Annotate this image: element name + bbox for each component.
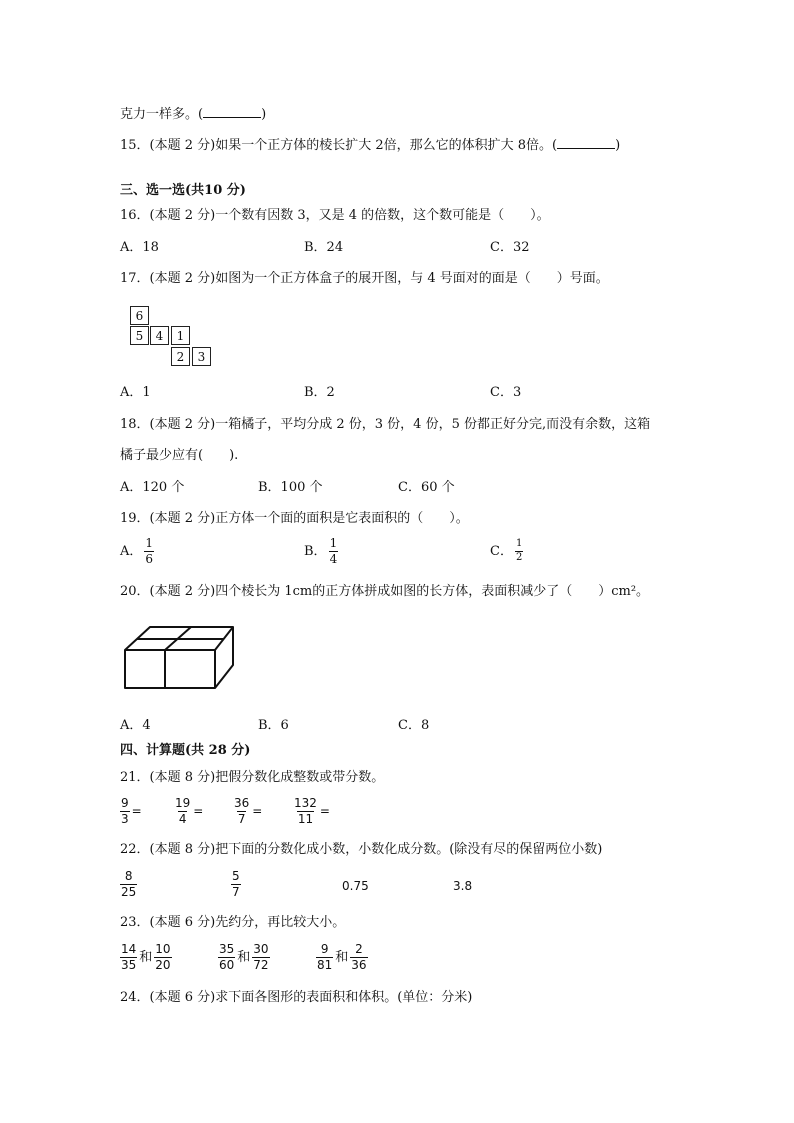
numerator: 9 [121,796,129,810]
q16-text: 16．(本题 2 分)一个数有因数 3，又是 4 的倍数，这个数可能是（ ）。 [120,208,550,223]
q22-decimal-2: 3.8 [453,879,473,893]
q22-item-2 [231,870,241,898]
and-connector: 和 [237,949,251,965]
denominator: 11 [297,811,314,826]
and-connector: 和 [139,949,153,965]
q23-pair-1 [120,943,172,971]
numerator: 9 [320,942,329,956]
q21-item-4 [293,797,330,825]
denominator: 36 [351,957,367,972]
q21-fraction-3 [233,797,250,825]
q18-option-b[interactable]: B．100 个 [258,480,323,495]
q19-option-b-label: B． [304,543,327,559]
equals-sign: = [193,804,204,819]
denominator: 3 [121,811,129,826]
q21-item-1 [120,797,142,825]
numerator: 30 [253,942,269,956]
q23-pair-3-fraction-b [350,943,367,971]
q16-option-b[interactable]: B．24 [304,240,344,255]
numerator: 14 [121,942,137,956]
q18-option-a[interactable]: A．120 个 [120,480,185,495]
numerator: 19 [175,796,191,810]
q19-option-b-fraction [329,537,339,565]
q16-option-a[interactable]: A．18 [120,240,159,255]
q22-text: 22．(本题 8 分)把下面的分数化成小数，小数化成分数。(除没有尽的保留两位小数) [120,842,603,857]
q15-text: 15．(本题 2 分)如果一个正方体的棱长扩大 2倍，那么它的体积扩大 8倍。( [120,138,558,153]
numerator: 10 [155,942,171,956]
denominator: 4 [178,811,187,826]
numerator: 35 [219,942,235,956]
q17-option-a[interactable]: A．1 [120,385,151,400]
q23-pair-2 [218,943,270,971]
q17-option-c[interactable]: C．3 [490,385,522,400]
q19-option-c-label: C． [490,543,513,559]
q21-item-3 [233,797,262,825]
q21-fraction-1 [120,797,130,825]
section-3-heading: 三、选一选(共10 分) [120,183,246,198]
numerator: 1 [145,536,154,550]
numerator: 132 [294,796,317,810]
q19-option-c[interactable] [490,539,523,563]
q17-option-b[interactable]: B．2 [304,385,335,400]
q14-tail-text: 克力一样多。( [120,107,204,122]
cuboid-figure [118,620,243,696]
net-face-5: 5 [130,326,149,345]
q18-text-line1: 18．(本题 2 分)一箱橘子，平均分成 2 份，3 份，4 份，5 份都正好分完,而没有余数，这箱 [120,417,651,432]
denominator: 7 [237,811,246,826]
numerator: 2 [355,942,363,956]
q19-option-a-label: A． [120,543,143,559]
q17-text: 17．(本题 2 分)如图为一个正方体盒子的展开图，与 4 号面对的面是（ ）号面。 [120,271,609,286]
q21-item-2 [174,797,203,825]
net-face-2: 2 [171,347,190,366]
q19-option-a-fraction [144,537,154,565]
q23-pair-1-fraction-b [154,943,171,971]
net-face-3: 3 [192,347,211,366]
q20-option-a[interactable]: A．4 [120,718,151,733]
q22-item-1 [120,870,137,898]
denominator: 60 [219,957,235,972]
q19-option-b[interactable] [304,537,338,565]
denominator: 35 [121,957,137,972]
q14-tail-line [120,106,266,121]
equals-sign: = [131,804,142,819]
q22-fraction-2 [231,870,241,898]
q23-pair-3-fraction-a [316,943,333,971]
denominator: 72 [253,957,269,972]
q24-text: 24．(本题 6 分)求下面各图形的表面积和体积。(单位：分米) [120,990,473,1005]
q23-pair-2-fraction-b [252,943,269,971]
denominator: 20 [155,957,171,972]
net-face-4: 4 [150,326,169,345]
q18-text-line2: 橘子最少应有( ). [120,448,239,463]
denominator: 25 [121,884,137,899]
q20-option-c[interactable]: C．8 [398,718,430,733]
q23-text: 23．(本题 6 分)先约分，再比较大小。 [120,915,346,930]
numerator: 1 [329,536,338,550]
q23-pair-1-fraction-a [120,943,137,971]
q19-option-a[interactable] [120,537,154,565]
q15-close-paren: ) [615,138,621,153]
denominator: 7 [232,884,240,899]
q20-option-b[interactable]: B．6 [258,718,289,733]
denominator: 6 [145,551,154,566]
q22-decimal-1: 0.75 [342,879,369,893]
q21-fraction-2 [174,797,191,825]
q22-fraction-1 [120,870,137,898]
equals-sign: = [252,804,263,819]
net-face-1: 1 [171,326,190,345]
equals-sign: = [319,804,330,819]
q15-answer-blank[interactable] [557,137,615,149]
net-face-6: 6 [130,306,149,325]
denominator: 81 [317,957,333,972]
q23-pair-3 [316,943,368,971]
section-4-heading: 四、计算题(共 28 分) [120,743,251,758]
numerator: 8 [124,869,133,883]
and-connector: 和 [335,949,349,965]
q18-option-c[interactable]: C．60 个 [398,480,455,495]
q20-text: 20．(本题 2 分)四个棱长为 1cm的正方体拼成如图的长方体，表面积减少了（ ）cm²。 [120,584,650,599]
q21-text: 21．(本题 8 分)把假分数化成整数或带分数。 [120,770,385,785]
denominator: 4 [329,551,338,566]
q14-close-paren: ) [261,107,267,122]
q23-pair-2-fraction-a [218,943,235,971]
q19-text: 19．(本题 2 分)正方体一个面的面积是它表面积的（ ）。 [120,511,469,526]
numerator: 36 [234,796,250,810]
q14-answer-blank[interactable] [203,106,261,118]
numerator: 1 [515,538,523,549]
q15-line [120,137,620,152]
numerator: 5 [232,869,240,883]
q21-fraction-4 [293,797,318,825]
q16-option-c[interactable]: C．32 [490,240,530,255]
denominator: 2 [515,551,523,563]
q19-option-c-fraction [515,539,523,563]
